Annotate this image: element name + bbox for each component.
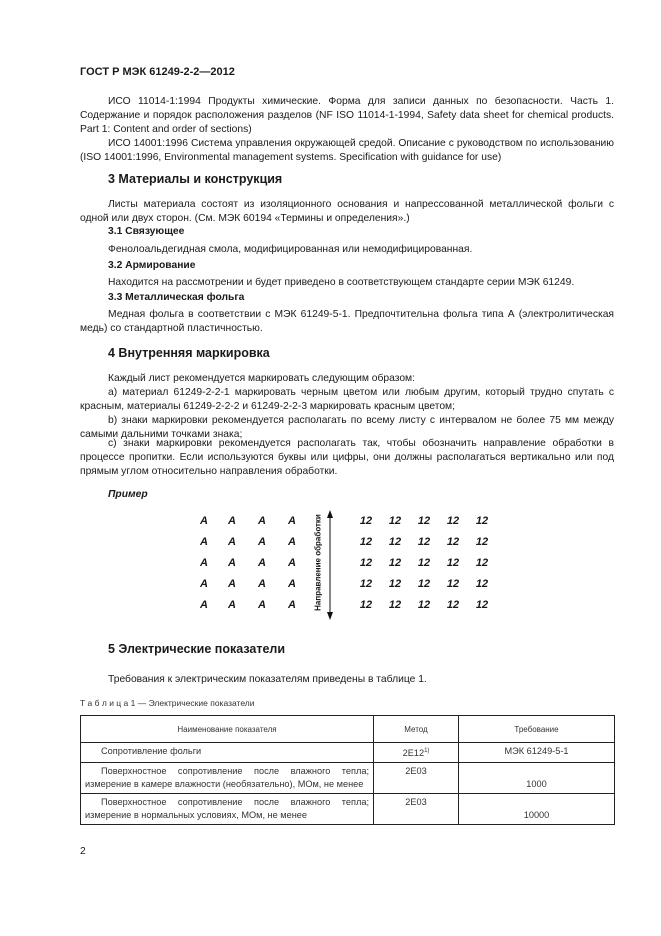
section-3-1-heading: 3.1 Связующее <box>108 226 185 237</box>
marking-letter: A <box>200 578 208 590</box>
marking-letter: A <box>258 578 266 590</box>
section-3-heading: 3 Материалы и конструкция <box>108 172 283 186</box>
section-5-heading: 5 Электрические показатели <box>108 642 286 656</box>
marking-number: 12 <box>388 536 402 548</box>
cell-method: 2E03 <box>374 794 459 825</box>
section-3-3-text: Медная фольга в соответствии с МЭК 61249-5-1. Предпочтительна фольга типа А (электролитическая медь) со стандартной пластичностью. <box>80 309 614 334</box>
marking-number: 12 <box>388 557 402 569</box>
col-header-name: Наименование показателя <box>81 716 374 743</box>
marking-letter: A <box>200 515 208 527</box>
marking-number: 12 <box>446 578 460 590</box>
marking-number: 12 <box>417 515 431 527</box>
section-5-intro: Требования к электрическим показателям приведены в таблице 1. <box>108 674 427 685</box>
marking-number: 12 <box>446 599 460 611</box>
document-header: ГОСТ Р МЭК 61249-2-2—2012 <box>80 66 235 78</box>
cell-method: 2E03 <box>374 763 459 794</box>
marking-number: 12 <box>417 536 431 548</box>
section-3-1-text: Фенолоальдегидная смола, модифицированная или немодифицированная. <box>108 244 473 255</box>
marking-letter: A <box>258 515 266 527</box>
marking-letter: A <box>288 557 296 569</box>
cell-requirement: МЭК 61249-5-1 <box>459 743 615 763</box>
cell-requirement: 1000 <box>459 763 615 794</box>
marking-letter: A <box>200 536 208 548</box>
electrical-table <box>80 715 615 825</box>
marking-letter: A <box>228 515 236 527</box>
section-4-heading: 4 Внутренняя маркировка <box>108 346 270 360</box>
marking-number: 12 <box>475 599 489 611</box>
table-caption: Т а б л и ц а 1 — Электрические показатели <box>80 698 255 708</box>
table-row <box>81 763 615 794</box>
table-row <box>81 794 615 825</box>
cell-name: Поверхностное сопротивление после влажного тепла; измерение в камере влажности (необязательно), МОм, не менее <box>81 763 374 794</box>
section-3-2-heading: 3.2 Армирование <box>108 260 196 271</box>
footnote-mark: 1) <box>424 748 430 754</box>
marking-number: 12 <box>417 557 431 569</box>
method-code: 2E12 <box>402 748 425 759</box>
marking-letter: A <box>288 599 296 611</box>
col-header-requirement: Требование <box>459 716 615 743</box>
page-number: 2 <box>80 846 86 857</box>
marking-number: 12 <box>359 578 373 590</box>
marking-number: 12 <box>446 557 460 569</box>
marking-number: 12 <box>359 557 373 569</box>
cell-requirement: 10000 <box>459 794 615 825</box>
marking-letter: A <box>258 599 266 611</box>
section-4-intro: Каждый лист рекомендуется маркировать следующим образом: <box>108 373 415 384</box>
marking-number: 12 <box>417 599 431 611</box>
section-4-item-b: b) знаки маркировки рекомендуется располагать по всему листу с интервалом не более 75 мм между самыми дальними точками знака; <box>80 415 614 440</box>
marking-letter: A <box>228 599 236 611</box>
marking-letter: A <box>200 557 208 569</box>
marking-letter: A <box>288 536 296 548</box>
section-3-3-heading: 3.3 Металлическая фольга <box>108 292 245 303</box>
marking-number: 12 <box>475 578 489 590</box>
marking-number: 12 <box>475 515 489 527</box>
marking-number: 12 <box>475 557 489 569</box>
marking-number: 12 <box>417 578 431 590</box>
direction-label: Направление обработки <box>313 514 323 611</box>
marking-number: 12 <box>359 536 373 548</box>
marking-number: 12 <box>475 536 489 548</box>
marking-number: 12 <box>388 578 402 590</box>
marking-number: 12 <box>446 515 460 527</box>
direction-arrow-icon <box>325 510 335 620</box>
cell-name: Поверхностное сопротивление после влажного тепла; измерение в нормальных условиях, МОм, не менее <box>81 794 374 825</box>
section-4-item-c: c) знаки маркировки рекомендуется располагать так, чтобы обозначить направление обработки в процессе пропитки. Если используются буквы или цифры, они должны располагаться вертикально или под прямым углом относительно направления обработки. <box>80 438 614 477</box>
table-row <box>81 743 615 763</box>
marking-number: 12 <box>359 599 373 611</box>
example-label: Пример <box>108 489 148 500</box>
marking-number: 12 <box>446 536 460 548</box>
cell-method <box>374 743 459 763</box>
marking-letter: A <box>200 599 208 611</box>
marking-letter: A <box>258 557 266 569</box>
section-4-item-a: а) материал 61249-2-2-1 маркировать черным цветом или любым другим, который трудно спутать с красным, материалы 61249-2-2-2 и 61249-2-2-3 маркировать красным цветом; <box>80 387 614 412</box>
marking-letter: A <box>228 536 236 548</box>
marking-letter: A <box>288 578 296 590</box>
marking-letter: A <box>258 536 266 548</box>
col-header-method: Метод <box>374 716 459 743</box>
direction-label-box <box>312 509 324 619</box>
section-3-intro: Листы материала состоят из изоляционного основания и напрессованной металлической фольги с одной или двух сторон. (См. МЭК 60194 «Термины и определения».) <box>80 199 614 224</box>
marking-letter: A <box>228 578 236 590</box>
marking-number: 12 <box>388 515 402 527</box>
marking-number: 12 <box>388 599 402 611</box>
marking-letter: A <box>228 557 236 569</box>
marking-letter: A <box>288 515 296 527</box>
section-3-2-text: Находится на рассмотрении и будет приведено в соответствующем стандарте серии МЭК 61249. <box>108 277 575 288</box>
cell-name: Сопротивление фольги <box>81 743 374 763</box>
marking-number: 12 <box>359 515 373 527</box>
reference-iso-14001: ИСО 14001:1996 Система управления окружающей средой. Описание с руководством по использованию (ISO 14001:1996, Environmental management systems. Specification with guidance for use) <box>80 138 614 163</box>
reference-iso-11014: ИСО 11014-1:1994 Продукты химические. Форма для записи данных по безопасности. Часть 1. Содержание и порядок расположения разделов (NF ISO 11014-1-1994, Safety data sheet for chemical products. Part 1: Content and order of sections) <box>80 96 614 135</box>
